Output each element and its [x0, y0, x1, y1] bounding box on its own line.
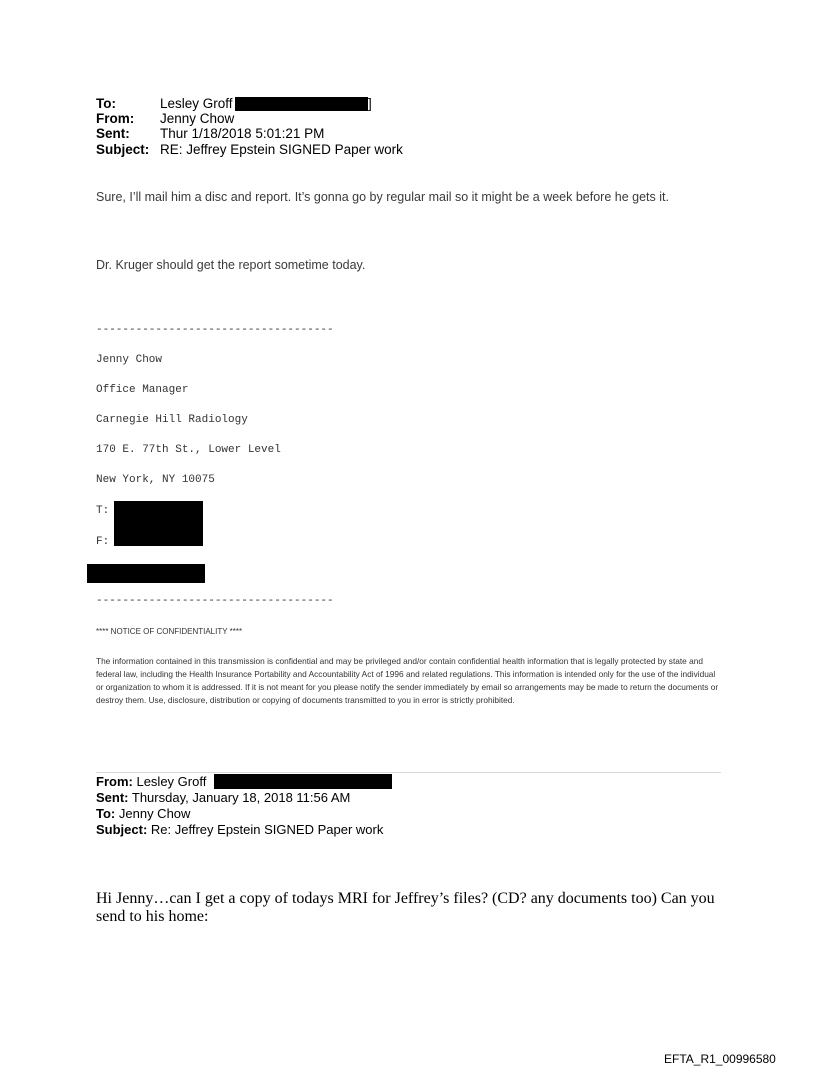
- quoted-to-row: [96, 806, 190, 822]
- quoted-message-separator: [96, 772, 721, 773]
- redaction-to-email: [235, 97, 368, 111]
- quoted-body: Hi Jenny…can I get a copy of todays MRI for Jeffrey’s files? (CD? any documents too) Can you send to his home:: [96, 890, 715, 925]
- quoted-from-row: [96, 774, 206, 790]
- subject-label: Subject:: [96, 142, 150, 157]
- to-label: To:: [96, 96, 116, 111]
- quoted-subject-value: Re: Jeffrey Epstein SIGNED Paper work: [150, 822, 384, 837]
- signature-name: Jenny Chow: [96, 354, 163, 366]
- quoted-sent-label: Sent:: [96, 790, 129, 805]
- signature-company: Carnegie Hill Radiology: [96, 414, 248, 426]
- reply-paragraph-2: Dr. Kruger should get the report sometime today.: [96, 258, 366, 272]
- quoted-from-label: From:: [96, 774, 133, 789]
- signature-address-line-1: 170 E. 77th St., Lower Level: [96, 444, 281, 456]
- signature-divider-top: ------------------------------------: [96, 324, 334, 336]
- signature-fax-label: F:: [96, 536, 110, 548]
- sent-label: Sent:: [96, 126, 130, 141]
- redaction-quoted-email: [214, 774, 392, 789]
- signature-phone-label: T:: [96, 505, 110, 517]
- confidentiality-text: The information contained in this transmission is confidential and may be privileged and/or contain confidential health information that is legally protected by state and federal law, including the Health Insurance Portability and Accountability Act of 1996 and related regulations. This information is intended only for the use of the individual or organization to whom it is addressed. If it is not meant for you please notify the sender immediately by email so arrangements may be made to return the documents or destroy them. Use, disclosure, distribution or copying of documents transmitted to you in error is strictly prohibited.: [96, 656, 719, 705]
- quoted-to-label: To:: [96, 806, 116, 821]
- quoted-subject-label: Subject:: [96, 822, 148, 837]
- quoted-sent-row: [96, 790, 350, 806]
- document-id: EFTA_R1_00996580: [664, 1052, 776, 1066]
- to-trailing-bracket: ]: [368, 96, 372, 111]
- signature-title: Office Manager: [96, 384, 189, 396]
- quoted-to-value: Jenny Chow: [118, 806, 191, 821]
- signature-address-line-2: New York, NY 10075: [96, 474, 215, 486]
- from-label: From:: [96, 111, 135, 126]
- subject-value: RE: Jeffrey Epstein SIGNED Paper work: [160, 142, 403, 157]
- confidentiality-title: **** NOTICE OF CONFIDENTIALITY ****: [96, 627, 243, 636]
- reply-paragraph-1: Sure, I’ll mail him a disc and report. It’s gonna go by regular mail so it might be a week before he gets it.: [96, 190, 669, 204]
- quoted-sent-value: Thursday, January 18, 2018 11:56 AM: [131, 790, 351, 805]
- quoted-subject-row: [96, 822, 383, 838]
- redaction-phone-fax: [114, 501, 203, 546]
- to-value: Lesley Groff: [160, 96, 233, 111]
- redaction-email-address: [87, 564, 205, 583]
- from-value: Jenny Chow: [160, 111, 235, 126]
- quoted-from-value: Lesley Groff: [136, 774, 207, 789]
- sent-value: Thur 1/18/2018 5:01:21 PM: [160, 126, 325, 141]
- signature-divider-bottom: ------------------------------------: [96, 595, 334, 607]
